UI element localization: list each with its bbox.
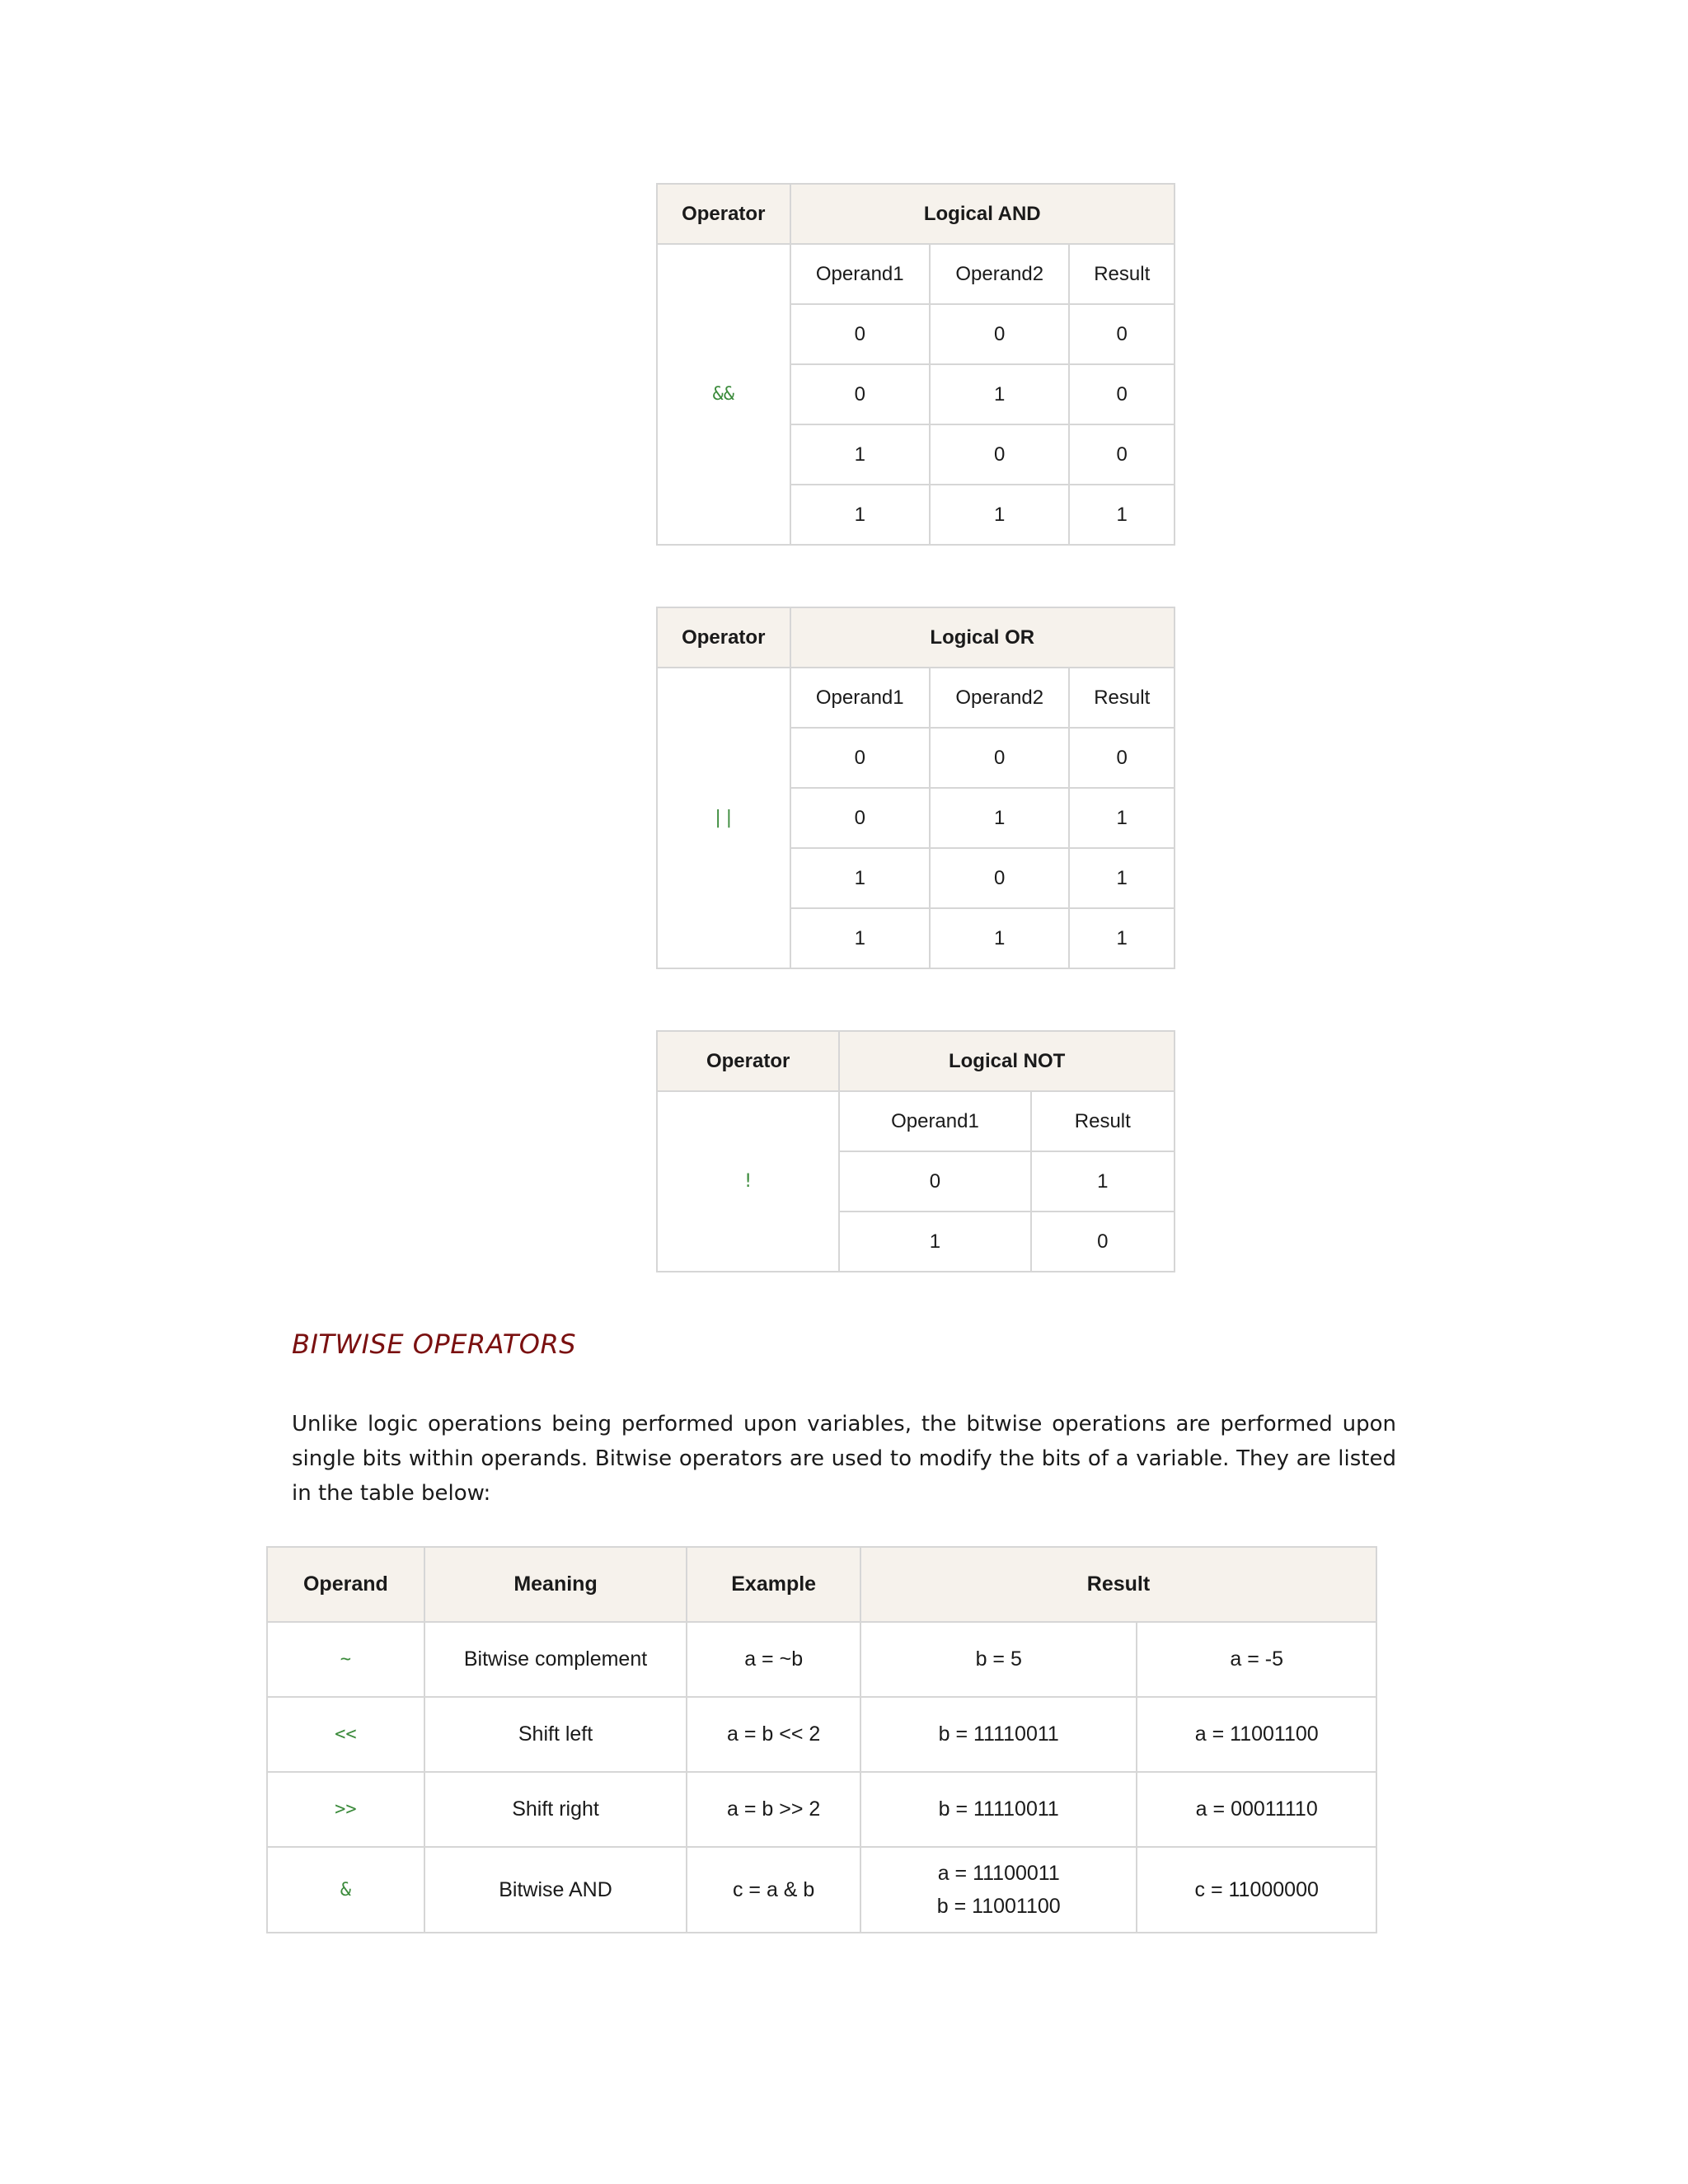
table-cell: 1 [930, 364, 1069, 424]
table-cell: 0 [1069, 424, 1175, 485]
result-cell: a = 11001100 [1137, 1697, 1376, 1772]
table-cell: 0 [1069, 728, 1175, 788]
input-cell [860, 1847, 1137, 1933]
logical-not-table [656, 1030, 1175, 1272]
table-cell: 0 [1069, 304, 1175, 364]
input-line: b = 11001100 [936, 1895, 1061, 1918]
meaning-cell: Shift right [424, 1772, 687, 1847]
table-cell: 1 [930, 788, 1069, 848]
table-cell: 0 [790, 304, 930, 364]
section-heading: BITWISE OPERATORS [292, 1329, 576, 1360]
column-header: Result [1069, 244, 1175, 304]
table-cell: 1 [839, 1212, 1030, 1272]
column-header: Result [1031, 1091, 1175, 1151]
table-cell: 1 [1031, 1151, 1175, 1212]
table-cell: 0 [790, 728, 930, 788]
column-header: Operand1 [839, 1091, 1030, 1151]
operator-symbol: ~ [267, 1622, 424, 1697]
table-cell: 0 [930, 728, 1069, 788]
column-header: Operand2 [930, 668, 1069, 728]
column-header: Result [860, 1547, 1376, 1622]
operator-header: Operator [657, 184, 790, 244]
operator-symbol: ! [657, 1091, 839, 1272]
result-cell: a = -5 [1137, 1622, 1376, 1697]
example-cell: a = b << 2 [687, 1697, 860, 1772]
table-cell: 1 [1069, 485, 1175, 545]
table-row [267, 1622, 1376, 1697]
table-cell: 0 [790, 788, 930, 848]
column-header: Example [687, 1547, 860, 1622]
input-cell: b = 11110011 [860, 1772, 1137, 1847]
table-cell: 1 [930, 485, 1069, 545]
column-header: Operand2 [930, 244, 1069, 304]
column-header: Result [1069, 668, 1175, 728]
meaning-cell: Shift left [424, 1697, 687, 1772]
table-cell: 1 [790, 424, 930, 485]
table-cell: 1 [790, 848, 930, 908]
table-cell: 0 [1031, 1212, 1175, 1272]
example-cell: c = a & b [687, 1847, 860, 1933]
intro-paragraph: Unlike logic operations being performed upon variables, the bitwise operations are performed upon single bits within operands. Bitwise operators are used to modify the bits of a variable. They are listed in the table below: [292, 1412, 1396, 1506]
meaning-cell: Bitwise AND [424, 1847, 687, 1933]
table-cell: 1 [930, 908, 1069, 968]
table-row [267, 1772, 1376, 1847]
table-row [267, 1847, 1376, 1933]
column-header: Operand1 [790, 244, 930, 304]
table-title: Logical OR [790, 607, 1175, 668]
table-row [267, 1697, 1376, 1772]
logical-and-table [656, 183, 1175, 546]
example-cell: a = b >> 2 [687, 1772, 860, 1847]
table-cell: 1 [790, 485, 930, 545]
result-cell: c = 11000000 [1137, 1847, 1376, 1933]
input-cell: b = 11110011 [860, 1697, 1137, 1772]
input-cell: b = 5 [860, 1622, 1137, 1697]
table-cell: 0 [790, 364, 930, 424]
bitwise-operators-table [266, 1546, 1377, 1933]
logical-or-table [656, 607, 1175, 969]
operator-symbol: << [267, 1697, 424, 1772]
table-cell: 0 [930, 304, 1069, 364]
column-header: Operand [267, 1547, 424, 1622]
operator-symbol: & [267, 1847, 424, 1933]
operator-symbol: && [657, 244, 790, 545]
column-header: Meaning [424, 1547, 687, 1622]
operator-symbol: >> [267, 1772, 424, 1847]
table-cell: 0 [930, 424, 1069, 485]
table-title: Logical AND [790, 184, 1175, 244]
table-cell: 0 [839, 1151, 1030, 1212]
table-cell: 1 [1069, 908, 1175, 968]
table-cell: 1 [790, 908, 930, 968]
meaning-cell: Bitwise complement [424, 1622, 687, 1697]
input-line: a = 11100011 [937, 1862, 1060, 1885]
column-header: Operand1 [790, 668, 930, 728]
result-cell: a = 00011110 [1137, 1772, 1376, 1847]
operator-symbol: || [657, 668, 790, 968]
table-cell: 1 [1069, 848, 1175, 908]
table-cell: 0 [930, 848, 1069, 908]
example-cell: a = ~b [687, 1622, 860, 1697]
operator-header: Operator [657, 1031, 839, 1091]
table-cell: 0 [1069, 364, 1175, 424]
table-title: Logical NOT [839, 1031, 1175, 1091]
operator-header: Operator [657, 607, 790, 668]
table-cell: 1 [1069, 788, 1175, 848]
